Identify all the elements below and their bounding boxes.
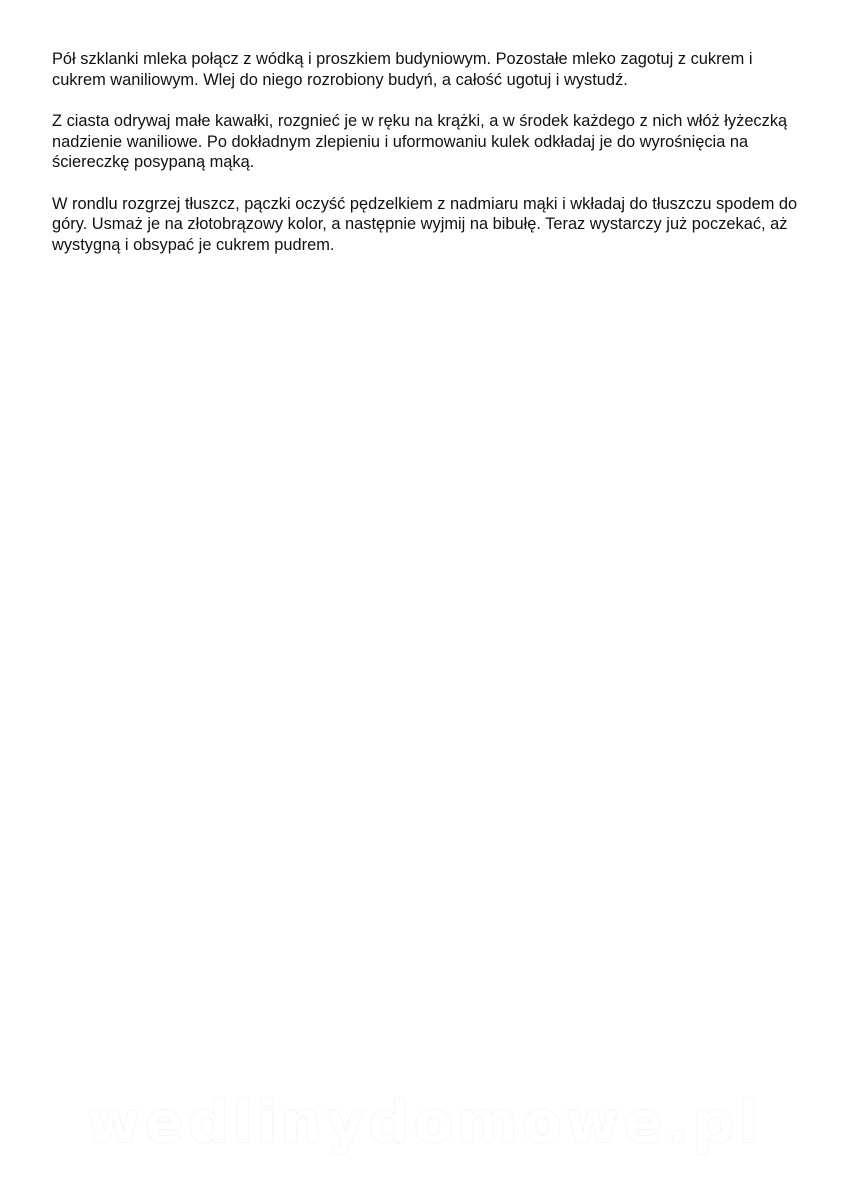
paragraph-shaping: Z ciasta odrywaj małe kawałki, rozgnieć je w ręku na krążki, a w środek każdego z nich włóż łyżeczką nadzienie waniliowe. Po dokładnym zlepieniu i uformowaniu kulek odkładaj je do wyrośnięcia na ściereczkę posypaną mąką. xyxy=(52,112,788,171)
paragraph-custard: Pół szklanki mleka połącz z wódką i proszkiem budyniowym. Pozostałe mleko zagotuj z cukrem i cukrem waniliowym. Wlej do niego rozrobiony budyń, a całość ugotuj i wystudź. xyxy=(52,50,753,89)
paragraph-frying: W rondlu rozgrzej tłuszcz, pączki oczyść pędzelkiem z nadmiaru mąki i wkładaj do tłuszczu spodem do góry. Usmaż je na złotobrązowy kolor, a następnie wyjmij na bibułę. Teraz wystarczy już poczekać, aż wystygną i obsypać je cukrem pudrem. xyxy=(52,194,798,254)
document-body xyxy=(52,49,804,276)
watermark: wedlinydomowe.pl xyxy=(86,1088,763,1156)
